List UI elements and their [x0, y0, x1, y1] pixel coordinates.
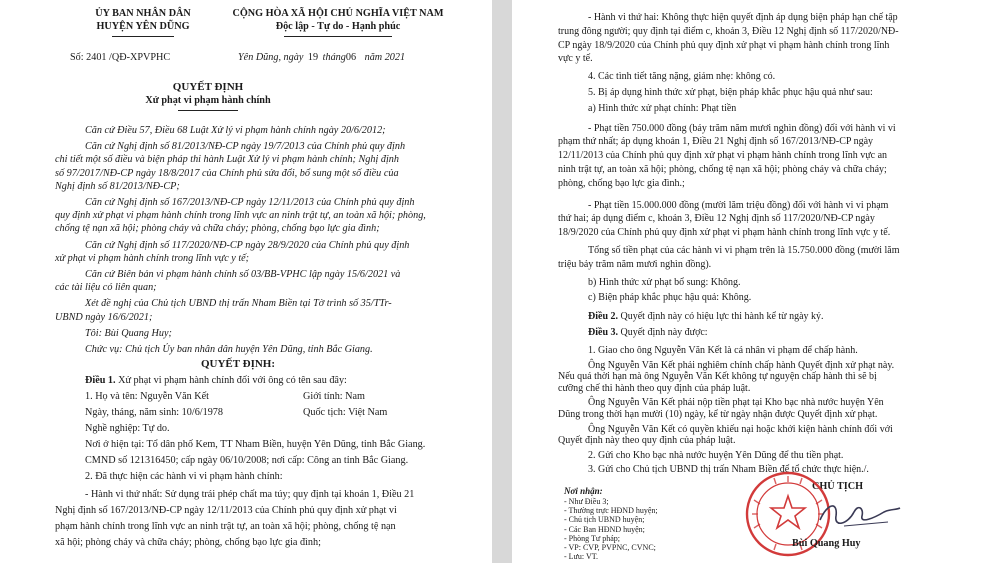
- body-line: 4. Các tình tiết tăng nặng, giảm nhẹ: không có.: [588, 71, 776, 83]
- address-field: Nơi ở hiện tại: Tổ dân phố Kem, TT Nham Biền, huyện Yên Dũng, tỉnh Bắc Giang.: [85, 439, 426, 450]
- page-left: [0, 0, 492, 563]
- name-field: 1. Họ và tên: Nguyễn Văn Kết: [85, 391, 210, 402]
- nationality-field: Quốc tịch: Việt Nam: [303, 407, 388, 418]
- basis-line: số 97/2017/NĐ-CP ngày 18/8/2017 của Chính phủ sửa đổi, bổ sung một số điều của: [55, 167, 399, 179]
- body-line: 5. Bị áp dụng hình thức xử phạt, biện pháp khắc phục hậu quả như sau:: [588, 87, 873, 98]
- basis-line: xử phạt vi phạm hành chính trong lĩnh vực y tế;: [55, 252, 250, 264]
- act1-line: Nghị định số 167/2013/NĐ-CP ngày 12/11/2013 của Chính phủ quy định xử phạt vi: [55, 505, 397, 516]
- recipient-item: - Thường trực HĐND huyện;: [564, 506, 658, 516]
- article3-line: Dũng trong thời hạn mười (10) ngày, kể từ ngày nhận được Quyết định xử phạt.: [558, 409, 878, 420]
- basis-line: các tài liệu có liên quan;: [55, 282, 157, 294]
- id-field: CMND số 121316450; cấp ngày 06/10/2008; nơi cấp: Công an tỉnh Bắc Giang.: [85, 455, 409, 466]
- title-underline: [178, 110, 238, 111]
- body-line: Tổng số tiền phạt của các hành vi vi phạm trên là 15.750.000 đồng (mười lăm: [588, 245, 900, 256]
- body-line: ninh trật tự, an toàn xã hội; phòng, chống tệ nạn xã hội; phòng cháy và chữa cháy;: [558, 164, 887, 175]
- recipient-item: - Lưu: VT.: [564, 552, 599, 562]
- basis-line: Tôi: Bùi Quang Huy;: [85, 327, 172, 339]
- body-line: vực y tế.: [558, 53, 593, 65]
- body-line: 18/9/2020 của Chính phủ quy định xử phạt vi phạm hành chính trong lĩnh vực y tế.: [558, 227, 891, 239]
- basis-line: chi tiết một số điều và biện pháp thi hành Luật Xử lý vi phạm hành chính; Nghị định: [55, 154, 399, 166]
- nation-underline: [284, 36, 392, 37]
- doc-title: QUYẾT ĐỊNH: [172, 81, 244, 93]
- article3-line: 3. Gửi cho Chủ tịch UBND thị trấn Nham Biền để tổ chức thực hiện./.: [588, 464, 869, 476]
- act1-line: phạm hành chính trong lĩnh vực an ninh trật tự, an toàn xã hội; phòng, chống tệ nạn: [55, 521, 396, 532]
- dob-field: Ngày, tháng, năm sinh: 10/6/1978: [85, 407, 223, 418]
- doc-subtitle: Xử phạt vi phạm hành chính: [145, 95, 271, 106]
- acts-heading: 2. Đã thực hiện các hành vi vi phạm hành chính:: [85, 471, 283, 482]
- org-line1: ỦY BAN NHÂN DÂN: [95, 8, 191, 19]
- article3-line: Ông Nguyễn Văn Kết phải nghiêm chỉnh chấp hành Quyết định xử phạt này.: [588, 359, 895, 371]
- body-line: trung đông người; quy định tại điểm c, khoản 3, Điều 12 Nghị định số 117/2020/NĐ-: [558, 25, 899, 37]
- basis-line: Xét đề nghị của Chủ tịch UBND thị trấn Nham Biền tại Tờ trình số 35/TTr-: [85, 298, 392, 310]
- basis-line: Chức vụ: Chủ tịch Ủy ban nhân dân huyện Yên Dũng, tỉnh Bắc Giang.: [85, 344, 373, 355]
- place-date: Yên Dũng, ngày 19 tháng06 năm 2021: [238, 52, 406, 63]
- recipient-item: - Các Ban HĐND huyện;: [564, 524, 645, 534]
- article3-line: Ông Nguyễn Văn Kết phải nộp tiền phạt tại Kho bạc nhà nước huyện Yên: [588, 397, 884, 409]
- article3-line: Ông Nguyễn Văn Kết có quyền khiếu nại hoặc khởi kiện hành chính đối với: [588, 423, 893, 435]
- nation-line1: CỘNG HÒA XÃ HỘI CHỦ NGHĨA VIỆT NAM: [232, 8, 444, 19]
- article3: Điều 3. Quyết định này được:: [588, 327, 708, 338]
- nation-line2: Độc lập - Tự do - Hạnh phúc: [275, 21, 401, 32]
- article3-line: Nếu quá thời hạn mà ông Nguyễn Văn Kết không tự nguyện chấp hành thì sẽ bị: [558, 371, 877, 383]
- body-line: thứ hai; áp dụng điểm c, khoản 3, Điều 12 Nghị định số 117/2020/NĐ-CP ngày: [558, 213, 875, 225]
- gender-field: Giới tính: Nam: [303, 391, 365, 402]
- recipient-item: - Như Điều 3;: [564, 497, 609, 506]
- act1-line: - Hành vi thứ nhất: Sử dụng trái phép chất ma túy; quy định tại khoản 1, Điều 21: [85, 489, 415, 500]
- doc-number: Số: 2401 /QĐ-XPVPHC: [70, 52, 171, 63]
- basis-line: Căn cứ Nghị định số 167/2013/NĐ-CP ngày 12/11/2013 của Chính phủ quy định: [85, 197, 415, 208]
- body-line: 12/11/2013 của Chính phủ quy định xử phạt vi phạm hành chính trong lĩnh vực an: [558, 150, 888, 162]
- body-line: phạm thứ nhất; áp dụng khoản 1, Điều 21 Nghị định số 167/2013/NĐ-CP ngày: [558, 136, 874, 148]
- body-line: triệu bảy trăm năm mươi nghìn đồng).: [558, 258, 712, 270]
- body-line: c) Biện pháp khắc phục hậu quả: Không.: [588, 292, 752, 304]
- basis-line: chống tệ nạn xã hội; phòng cháy và chữa cháy; phòng, chống bạo lực gia đình;: [55, 223, 380, 235]
- basis-line: quy định xử phạt vi phạm hành chính trong lĩnh vực an ninh trật tự, an toàn xã hội; phòng,: [55, 210, 426, 222]
- basis-line: Căn cứ Điều 57, Điều 68 Luật Xử lý vi phạm hành chính ngày 20/6/2012;: [85, 125, 386, 136]
- article3-line: 2. Gửi cho Kho bạc nhà nước huyện Yên Dũng để thu tiền phạt.: [588, 449, 844, 461]
- body-line: - Phạt tiền 750.000 đồng (bảy trăm năm mươi nghìn đồng) đối với hành vi vi: [588, 122, 896, 134]
- recipient-item: - VP: CVP, PVPNC, CVNC;: [564, 543, 656, 552]
- org-line2: HUYỆN YÊN DŨNG: [96, 21, 190, 32]
- recipients-heading: Nơi nhận:: [564, 486, 603, 496]
- signer-name: Bùi Quang Huy: [792, 538, 861, 549]
- page-right: [512, 0, 1000, 563]
- basis-line: Căn cứ Biên bản vi phạm hành chính số 03/BB-VPHC lập ngày 15/6/2021 và: [85, 269, 401, 280]
- body-line: CP ngày 18/9/2020 của Chính phủ quy định xử phạt vi phạm hành chính trong lĩnh: [558, 39, 890, 51]
- body-line: - Phạt tiền 15.000.000 đồng (mười lăm triệu đồng) đối với hành vi vi phạm: [588, 199, 889, 211]
- basis-line: Nghị định số 81/2013/NĐ-CP;: [55, 180, 180, 192]
- signature-icon: [814, 494, 904, 534]
- basis-line: UBND ngày 16/6/2021;: [55, 311, 153, 323]
- body-line: - Hành vi thứ hai: Không thực hiện quyết định áp dụng biện pháp hạn chế tập: [588, 12, 898, 23]
- article3-line: cưỡng chế thi hành theo quy định của pháp luật.: [558, 382, 751, 394]
- recipient-item: - Phòng Tư pháp;: [564, 533, 620, 543]
- article3-line: Quyết định này theo quy định của pháp luật.: [558, 435, 736, 447]
- decision-heading: QUYẾT ĐỊNH:: [200, 358, 276, 370]
- body-line: b) Hình thức xử phạt bổ sung: Không.: [588, 276, 741, 288]
- article1: Điều 1. Xử phạt vi phạm hành chính đối với ông có tên sau đây:: [85, 375, 347, 386]
- article3-line: 1. Giao cho ông Nguyễn Văn Kết là cá nhân vi phạm để chấp hành.: [588, 345, 858, 356]
- act1-line: xã hội; phòng cháy và chữa cháy; phòng, chống bạo lực gia đình;: [55, 537, 321, 548]
- org-underline: [112, 36, 174, 37]
- body-line: a) Hình thức xử phạt chính: Phạt tiền: [588, 102, 737, 114]
- basis-line: Căn cứ Nghị định số 117/2020/NĐ-CP ngày 28/9/2020 của Chính phủ quy định: [85, 239, 410, 251]
- article2: Điều 2. Quyết định này có hiệu lực thi hành kể từ ngày ký.: [588, 311, 824, 322]
- basis-line: Căn cứ Nghị định số 81/2013/NĐ-CP ngày 19/7/2013 của Chính phủ quy định: [85, 141, 406, 153]
- recipient-item: - Chủ tịch UBND huyện;: [564, 515, 645, 525]
- signer-title: CHỦ TỊCH: [812, 481, 864, 492]
- job-field: Nghề nghiệp: Tự do.: [85, 423, 170, 434]
- body-line: phòng, chống bạo lực gia đình.;: [558, 177, 685, 189]
